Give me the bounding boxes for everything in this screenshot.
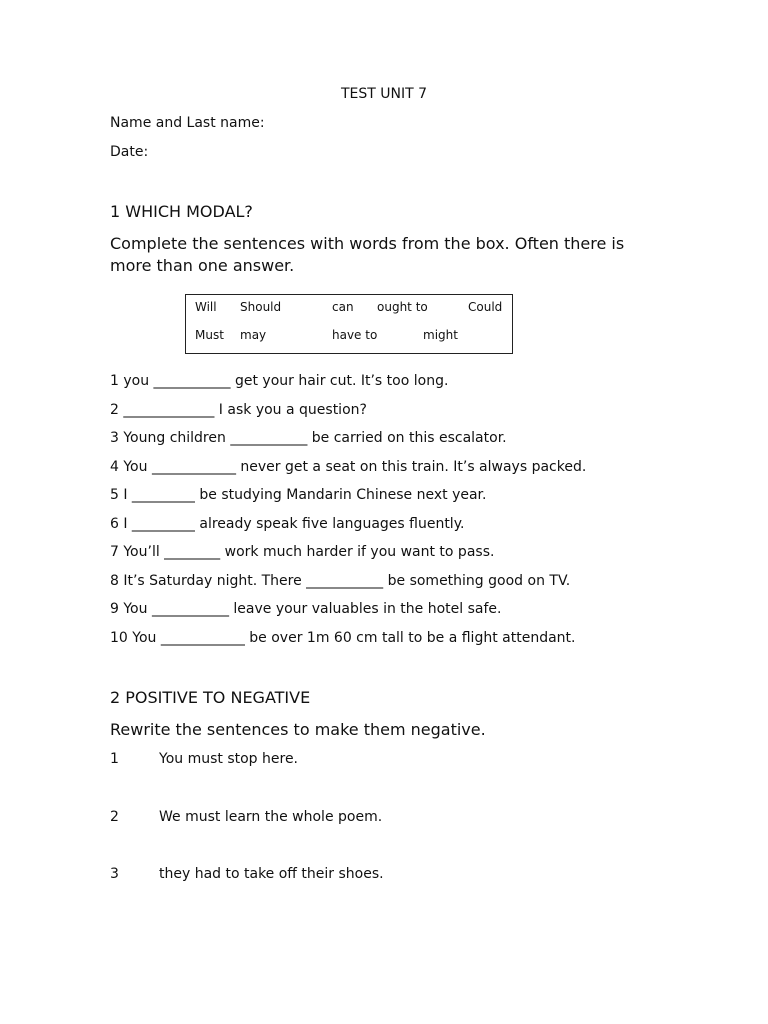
rewrite-item-number: 2 xyxy=(110,809,119,825)
exercise-sentence: 4 You ____________ never get a seat on this train. It’s always packed. xyxy=(110,459,587,475)
word-box-item: Could xyxy=(468,300,503,314)
exercise-sentence: 6 I _________ already speak five languages fluently. xyxy=(110,516,465,532)
section-1-instruction: Complete the sentences with words from the box. Often there is more than one answer. xyxy=(110,234,625,275)
word-box-item: might xyxy=(423,328,458,342)
word-box xyxy=(185,294,513,354)
word-box-item: can xyxy=(332,300,354,314)
exercise-sentence: 8 It’s Saturday night. There ___________ be something good on TV. xyxy=(110,573,571,589)
name-field-label: Name and Last name: xyxy=(110,115,265,131)
rewrite-item-text: they had to take off their shoes. xyxy=(159,866,384,882)
section-2-heading: 2 POSITIVE TO NEGATIVE xyxy=(110,688,311,707)
word-box-item: Will xyxy=(195,300,217,314)
exercise-sentence: 2 _____________ I ask you a question? xyxy=(110,402,367,418)
word-box-item: ought to xyxy=(377,300,428,314)
date-field-label: Date: xyxy=(110,144,149,160)
exercise-sentence: 9 You ___________ leave your valuables in the hotel safe. xyxy=(110,601,502,617)
exercise-sentence: 3 Young children ___________ be carried on this escalator. xyxy=(110,430,507,446)
exercise-sentence: 5 I _________ be studying Mandarin Chinese next year. xyxy=(110,487,487,503)
rewrite-item-number: 1 xyxy=(110,751,119,767)
exercise-sentence: 1 you ___________ get your hair cut. It’s too long. xyxy=(110,373,449,389)
rewrite-item-text: We must learn the whole poem. xyxy=(159,809,383,825)
page-title: TEST UNIT 7 xyxy=(340,86,428,102)
word-box-item: have to xyxy=(332,328,378,342)
section-1-heading: 1 WHICH MODAL? xyxy=(110,202,253,221)
rewrite-item-number: 3 xyxy=(110,866,119,882)
exercise-sentence: 7 You’ll ________ work much harder if you want to pass. xyxy=(110,544,495,560)
rewrite-item-text: You must stop here. xyxy=(159,751,299,767)
word-box-item: may xyxy=(240,328,267,342)
word-box-item: Should xyxy=(240,300,282,314)
section-2-instruction: Rewrite the sentences to make them negative. xyxy=(110,720,486,739)
word-box-item: Must xyxy=(195,328,224,342)
exercise-sentence: 10 You ____________ be over 1m 60 cm tall to be a flight attendant. xyxy=(110,630,576,646)
